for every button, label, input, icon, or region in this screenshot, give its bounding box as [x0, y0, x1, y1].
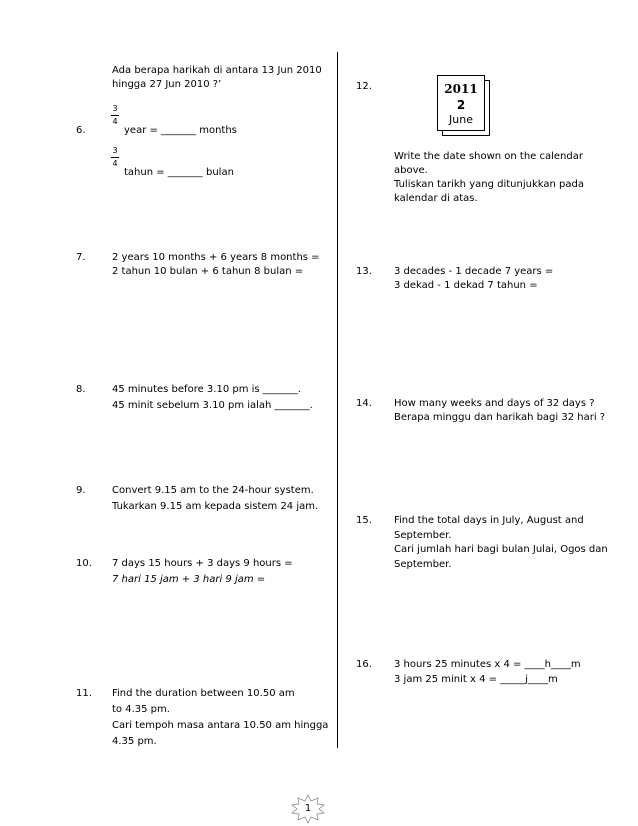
question-7-line-1: 2 years 10 months + 6 years 8 months =	[112, 252, 320, 263]
question-11-line-4: 4.35 pm.	[112, 736, 157, 747]
question-12-line-3: Tuliskan tarikh yang ditunjukkan pada	[394, 179, 584, 190]
question-13-line-1: 3 decades - 1 decade 7 years =	[394, 266, 554, 277]
calendar-day: 2	[456, 98, 466, 112]
question-15-line-4: September.	[394, 559, 452, 570]
question-number-8: 8.	[76, 384, 86, 395]
fraction-denominator: 4	[112, 159, 118, 168]
question-number-11: 11.	[76, 688, 92, 699]
column-divider	[337, 52, 338, 748]
question-7-line-2: 2 tahun 10 bulan + 6 tahun 8 bulan =	[112, 266, 304, 277]
fraction-numerator: 3	[112, 146, 118, 155]
calendar-month: June	[449, 113, 473, 126]
question-15-line-3: Cari jumlah hari bagi bulan Julai, Ogos dan	[394, 544, 608, 555]
question-10-line-2: 7 hari 15 jam + 3 hari 9 jam =	[112, 574, 266, 585]
question-14-line-2: Berapa minggu dan harikah bagi 32 hari ?	[394, 412, 606, 423]
question-9-line-1: Convert 9.15 am to the 24-hour system.	[112, 485, 314, 496]
calendar-front-page	[437, 75, 485, 131]
question-number-15: 15.	[356, 515, 372, 526]
question-6-line-2: tahun = _______ bulan	[124, 167, 234, 178]
question-13-line-2: 3 dekad - 1 dekad 7 tahun =	[394, 280, 538, 291]
page-number-seal	[290, 794, 326, 824]
question-6-line-1: year = _______ months	[124, 125, 237, 136]
question-16-line-2: 3 jam 25 minit x 4 = _____j____m	[394, 674, 558, 685]
question-number-13: 13.	[356, 266, 372, 277]
question-number-10: 10.	[76, 558, 92, 569]
question-15-line-2: September.	[394, 530, 452, 541]
question-number-12: 12.	[356, 81, 372, 92]
question-11-line-2: to 4.35 pm.	[112, 704, 170, 715]
fraction-numerator: 3	[112, 104, 118, 113]
question-11-line-1: Find the duration between 10.50 am	[112, 688, 295, 699]
question-12-line-2: above.	[394, 165, 428, 176]
calendar-icon	[437, 75, 489, 135]
page-number: 1	[304, 803, 312, 814]
question-intro-line-1: Ada berapa harikah di antara 13 Jun 2010	[112, 65, 322, 76]
question-number-7: 7.	[76, 252, 86, 263]
question-number-14: 14.	[356, 398, 372, 409]
question-number-16: 16.	[356, 659, 372, 670]
question-14-line-1: How many weeks and days of 32 days ?	[394, 398, 595, 409]
question-10-line-1: 7 days 15 hours + 3 days 9 hours =	[112, 558, 293, 569]
question-number-6: 6.	[76, 125, 86, 136]
question-number-9: 9.	[76, 485, 86, 496]
question-12-line-4: kalendar di atas.	[394, 193, 478, 204]
question-8-line-2: 45 minit sebelum 3.10 pm ialah _______.	[112, 400, 313, 411]
question-12-line-1: Write the date shown on the calendar	[394, 151, 583, 162]
fraction-three-quarters-2	[111, 146, 119, 169]
question-16-line-1: 3 hours 25 minutes x 4 = ____h____m	[394, 659, 581, 670]
fraction-three-quarters	[111, 104, 119, 127]
fraction-denominator: 4	[112, 117, 118, 126]
calendar-year: 2011	[444, 82, 478, 96]
question-intro-line-2: hingga 27 Jun 2010 ?’	[112, 79, 222, 90]
question-15-line-1: Find the total days in July, August and	[394, 515, 584, 526]
question-9-line-2: Tukarkan 9.15 am kepada sistem 24 jam.	[112, 501, 319, 512]
question-8-line-1: 45 minutes before 3.10 pm is _______.	[112, 384, 301, 395]
question-11-line-3: Cari tempoh masa antara 10.50 am hingga	[112, 720, 329, 731]
